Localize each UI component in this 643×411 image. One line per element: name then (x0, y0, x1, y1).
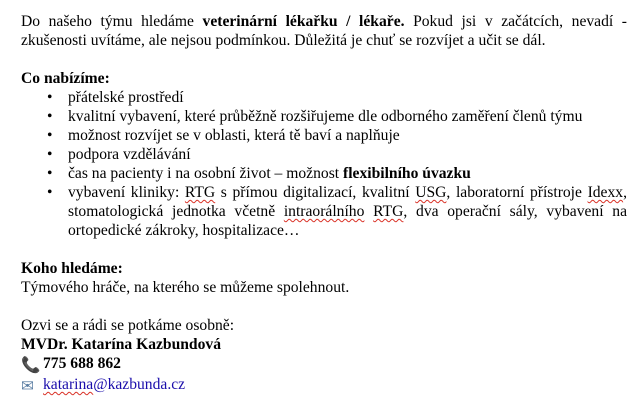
spacer (21, 297, 627, 316)
bullet-icon: • (47, 89, 53, 106)
misspelled-word[interactable]: RTG (184, 184, 216, 201)
list-item (21, 88, 627, 107)
benefit-text: možnost rozvíjet se v oblasti, která tě baví a naplňuje (68, 127, 400, 144)
contact-phone-line (21, 354, 627, 375)
benefit-text: kvalitní vybavení, které průběžně rozšiřujeme dle odborného zaměření členů týmu (68, 108, 583, 125)
equipment-text (364, 203, 373, 220)
email-domain[interactable]: @kazbunda.cz (93, 376, 186, 393)
bullet-icon: • (47, 146, 53, 163)
benefit-text: podpora vzdělávání (68, 146, 191, 163)
email-user[interactable]: katarina (43, 376, 94, 393)
misspelled-word[interactable]: USG (415, 184, 447, 201)
contact-phone[interactable]: 775 688 862 (43, 355, 121, 372)
misspelled-word[interactable]: Idexx (587, 184, 624, 201)
list-item (21, 126, 627, 145)
equipment-text: , stomatologická jednotka včetně (68, 184, 627, 220)
misspelled-word[interactable]: intraorálního (283, 203, 365, 220)
intro-paragraph (21, 12, 627, 50)
phone-icon: 📞 (21, 357, 41, 374)
list-item (21, 107, 627, 126)
benefit-text: přátelské prostředí (68, 89, 184, 106)
bullet-icon: • (47, 165, 53, 182)
envelope-icon: ✉ (21, 378, 35, 395)
contact-email-line (21, 375, 627, 396)
position-title: veterinární lékařku / lékaře. (202, 13, 405, 30)
bullet-icon: • (47, 127, 53, 144)
email-link[interactable] (43, 376, 185, 393)
contact-name: MVDr. Katarína Kazbundová (21, 336, 221, 353)
seeking-heading: Koho hledáme: (21, 260, 123, 277)
benefits-list (21, 88, 627, 240)
offer-heading: Co nabízíme: (21, 70, 110, 87)
benefit-text: čas na pacienty i na osobní život – možnost (68, 165, 343, 182)
misspelled-word[interactable]: RTG (373, 203, 404, 220)
equipment-text: , dva operační sály, vybavení na ortopedické zákroky, hospitalizace… (68, 203, 627, 239)
contact-intro: Ozvi se a rádi se potkáme osobně: (21, 317, 235, 334)
intro-text-end: Pokud jsi v začátcích, nevadí - zkušenosti uvítáme, ale nejsou podmínkou. Důležitá je chuť se rozvíjet a učit se dál. (21, 13, 627, 49)
spacer (21, 50, 627, 69)
job-posting (21, 12, 627, 396)
flexible-hours-emphasis: flexibilního úvazku (343, 165, 471, 182)
list-item (21, 164, 627, 183)
seeking-text: Týmového hráče, na kterého se můžeme spolehnout. (21, 279, 350, 296)
equipment-text: vybavení kliniky: (68, 184, 185, 201)
list-item (21, 145, 627, 164)
list-item (21, 183, 627, 240)
bullet-icon: • (47, 184, 53, 201)
equipment-text: , laboratorní přístroje (446, 184, 588, 201)
intro-text-start: Do našeho týmu hledáme (21, 13, 203, 30)
bullet-icon: • (47, 108, 53, 125)
equipment-text: s přímou digitalizací, kvalitní (215, 184, 416, 201)
spacer (21, 240, 627, 259)
